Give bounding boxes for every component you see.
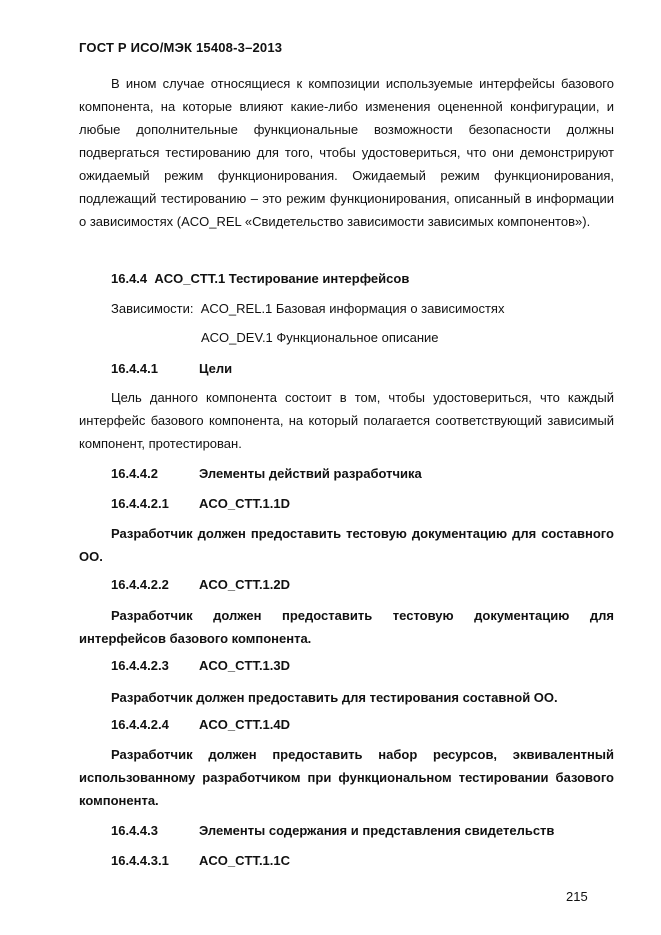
heading-title: ACO_CTT.1.4D [199,717,291,732]
heading-title: ACO_CTT.1.1D [199,496,291,511]
goals-paragraph-block [79,386,614,455]
heading-number: 16.4.4.2.2 [111,577,169,592]
element-paragraph: Разработчик должен предоставить набор ресурсов, эквивалентный использованному разработчиком при функциональном тестировании базового компонента. [79,747,614,808]
heading-number: 16.4.4.2 [111,466,158,481]
section-title: ACO_CTT.1 Тестирование интерфейсов [154,271,410,286]
dependencies-label: Зависимости: [111,301,194,316]
heading-number: 16.4.4.2.4 [111,717,169,732]
heading-number: 16.4.4.3.1 [111,853,169,868]
dependency-item: ACO_DEV.1 Функциональное описание [201,330,439,345]
element-paragraph: Разработчик должен предоставить для тестирования составной ОО. [111,690,558,705]
element-paragraph-block [79,743,614,812]
heading-number: 16.4.4.3 [111,823,158,838]
element-paragraph-block [79,686,614,709]
element-paragraph: Разработчик должен предоставить тестовую документацию для интерфейсов базового компонента. [79,608,614,646]
heading-number: 16.4.4.1 [111,361,158,376]
heading-title: ACO_CTT.1.3D [199,658,291,673]
page-number: 215 [566,889,588,904]
dependency-item: ACO_REL.1 Базовая информация о зависимостях [200,301,505,316]
heading-title: Элементы действий разработчика [199,466,422,481]
heading-title: ACO_CTT.1.1C [199,853,291,868]
heading-title: Цели [199,361,233,376]
intro-paragraph-block [79,72,614,233]
heading-number: 16.4.4.2.3 [111,658,169,673]
element-paragraph-block [79,604,614,650]
heading-title: Элементы содержания и представления свидетельств [199,823,555,838]
goals-paragraph: Цель данного компонента состоит в том, чтобы удостовериться, что каждый интерфейс базового компонента, на который полагается соответствующий зависимый компонент, протестирован. [79,390,614,451]
element-paragraph: Разработчик должен предоставить тестовую документацию для составного ОО. [79,526,614,564]
section-heading [111,271,409,286]
document-header: ГОСТ Р ИСО/МЭК 15408-3–2013 [79,40,283,55]
element-paragraph-block [79,522,614,568]
section-number: 16.4.4 [111,271,148,286]
heading-number: 16.4.4.2.1 [111,496,169,511]
heading-title: ACO_CTT.1.2D [199,577,291,592]
dependencies-line [111,301,504,316]
intro-paragraph: В ином случае относящиеся к композиции используемые интерфейсы базового компонента, на которые влияют какие-либо изменения оцененной конфигурации, и любые дополнительные функциональные возможности безопасности должны подвергаться тестированию для того, чтобы удостовериться, что они демонстрируют ожидаемый режим функционирования. Ожидаемый режим функционирования, подлежащий тестированию – это режим функционирования, описанный в информации о зависимостях (ACO_REL «Свидетельство зависимости зависимых компонентов»). [79,76,614,229]
